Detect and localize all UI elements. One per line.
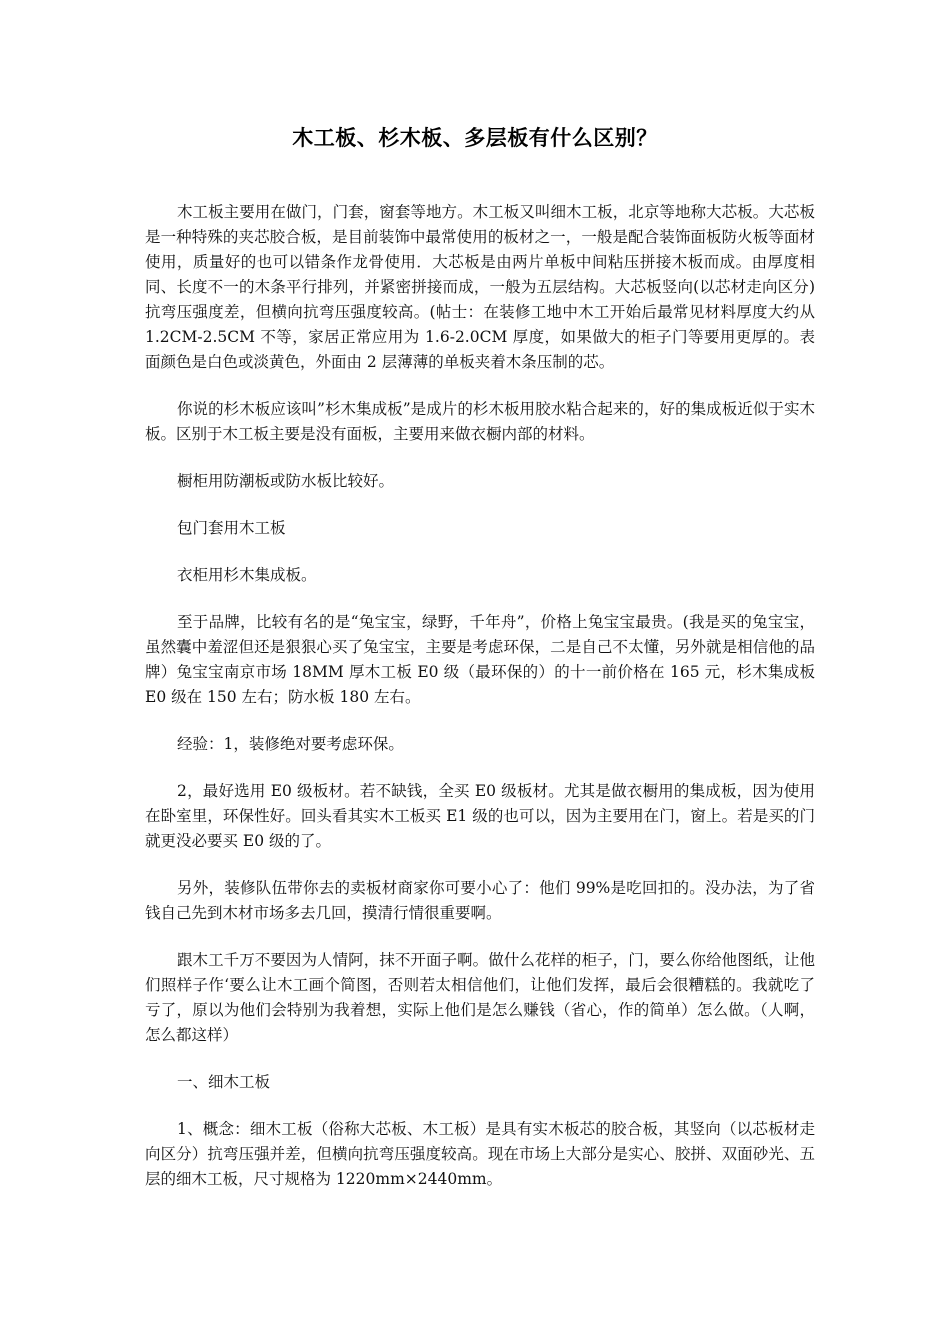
paragraph-5: 衣柜用杉木集成板。 <box>177 566 317 584</box>
paragraph-3: 橱柜用防潮板或防水板比较好。 <box>177 472 395 490</box>
paragraph-8: 2，最好选用 E0 级板材。若不缺钱，全买 E0 级板材。尤其是做衣橱用的集成板，因为使用在卧室里，环保性好。回头看其实木工板买 E1 级的也可以，因为主要用在门，窗上。若是买的门就更没必要买 E0 级的了。 <box>145 782 815 850</box>
paragraph-1: 木工板主要用在做门，门套，窗套等地方。木工板又叫细木工板，北京等地称大芯板。大芯板是一种特殊的夹芯胶合板，是目前装饰中最常使用的板材之一，一般是配合装饰面板防火板等面材使用，质量好的也可以错条作龙骨使用．大芯板是由两片单板中间粘压拼接木板而成。由厚度相同、长度不一的木条平行排列，并紧密拼接而成，一般为五层结构。大芯板竖向(以芯材走向区分)抗弯压强度差，但横向抗弯压强度较高。(帖士：在装修工地中木工开始后最常见材料厚度大约从 1.2CM-2.5CM 不等，家居正常应用为 1.6-2.0CM 厚度，如果做大的柜子门等要用更厚的。表面颜色是白色或淡黄色，外面由 2 层薄薄的单板夹着木条压制的芯。 <box>145 203 815 371</box>
paragraph-7: 经验：1，装修绝对要考虑环保。 <box>177 735 404 753</box>
document-title: 木工板、杉木板、多层板有什么区别？ <box>292 125 658 150</box>
section-heading-1: 一、细木工板 <box>177 1073 271 1091</box>
paragraph-10: 跟木工千万不要因为人情阿，抹不开面子啊。做什么花样的柜子，门，要么你给他图纸，让他们照样子作‘要么让木工画个简图，否则若太相信他们，让他们发挥，最后会很糟糕的。我就吃了亏了，原以为他们会特别为我着想，实际上他们是怎么赚钱（省心，作的简单）怎么做。（人啊，怎么都这样） <box>145 951 815 1044</box>
paragraph-9: 另外，装修队伍带你去的卖板材商家你可要小心了：他们 99%是吃回扣的。没办法，为了省钱自己先到木材市场多去几回，摸清行情很重要啊。 <box>145 879 815 922</box>
paragraph-4: 包门套用木工板 <box>177 519 286 537</box>
paragraph-6: 至于品牌，比较有名的是“兔宝宝，绿野，千年舟”，价格上兔宝宝最贵。(我是买的兔宝宝，虽然囊中羞涩但还是狠狠心买了兔宝宝，主要是考虑环保，二是自己不太懂，另外就是相信他的品牌）兔宝宝南京市场 18MM 厚木工板 E0 级（最环保的）的十一前价格在 165 元，杉木集成板 E0 级在 150 左右；防水板 180 左右。 <box>145 613 815 706</box>
paragraph-2: 你说的杉木板应该叫”杉木集成板”是成片的杉木板用胶水粘合起来的，好的集成板近似于实木板。区别于木工板主要是没有面板，主要用来做衣橱内部的材料。 <box>145 400 815 443</box>
paragraph-11: 1、概念：细木工板（俗称大芯板、木工板）是具有实木板芯的胶合板，其竖向（以芯板材走向区分）抗弯压强并差，但横向抗弯压强度较高。现在市场上大部分是实心、胶拼、双面砂光、五层的细木工板，尺寸规格为 1220mm×2440mm。 <box>145 1120 815 1188</box>
document-body <box>145 200 815 1214</box>
